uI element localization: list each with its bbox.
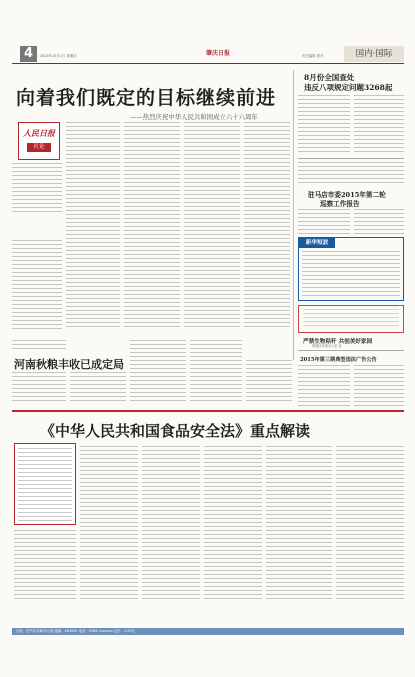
henan-col-f [246, 360, 292, 404]
feature-col-4 [266, 446, 332, 600]
feature-headline: 《中华人民共和国食品安全法》重点解读 [40, 422, 311, 440]
ad-box [298, 305, 404, 333]
feature-col-1 [80, 446, 138, 600]
lead-col-3 [124, 122, 180, 327]
right-rule-2 [298, 350, 404, 351]
lead-col-1b [12, 240, 62, 330]
right-news-3-col-b [354, 209, 404, 234]
date-line: 2015年10月1日 星期四 [40, 54, 77, 58]
lead-subtitle: ——热烈庆祝中华人民共和国成立六十六周年 [130, 113, 258, 121]
notice-headline: 2015年第三期典型违法广告公告 [300, 357, 377, 363]
feature-col-2 [142, 446, 200, 600]
ad-line-1: 严禁生物秸秆 共创美好家园 [303, 339, 373, 345]
lead-title: 向着我们既定的目标继续前进 [16, 87, 277, 109]
right-news-3-col-a [298, 209, 350, 234]
badge-label [27, 143, 51, 152]
right-headline-1b: 违反八项规定问题3268起 [304, 83, 393, 92]
henan-col-b [12, 372, 66, 404]
right-news-2-col [298, 162, 404, 184]
xinhua-logo-bar [299, 238, 335, 248]
footer-bar [12, 628, 404, 635]
lead-col-1 [12, 163, 62, 213]
editor-line: 责任编辑 校对 [302, 54, 324, 58]
badge-label-text: 社论 [33, 144, 45, 150]
henan-col-d [130, 340, 186, 404]
feature-intro-lines [18, 448, 72, 522]
xinhua-lines [302, 251, 400, 299]
right-news-1-col-b [354, 95, 404, 155]
feature-top-rule [12, 410, 404, 412]
ad-lines [303, 309, 399, 329]
header-bar [12, 46, 404, 62]
notice-col-a [298, 365, 350, 407]
henan-col-a [12, 340, 66, 352]
notice-col-b [354, 365, 404, 407]
henan-col-c [70, 372, 126, 404]
henan-col-e [190, 340, 242, 404]
badge-masthead: 人民日报 [23, 128, 55, 138]
lead-divider [293, 70, 294, 360]
section-tab [344, 46, 404, 62]
xinhua-logo: 新华短波 [305, 240, 329, 246]
footer-text: 社址：驻马店市新华大道 邮编：463000 电话：0396-2xxxxxx 定价：1.00元 [16, 629, 135, 633]
feature-col-5 [336, 446, 404, 600]
lead-col-4 [184, 122, 240, 327]
feature-intro-box [14, 443, 76, 525]
lead-col-5 [244, 122, 290, 327]
feature-col-0 [14, 530, 76, 600]
ad-line-2: 邢城区环境办公室 宣 [312, 344, 342, 348]
page-number-box [20, 46, 37, 62]
feature-col-3 [204, 446, 262, 600]
right-headline-2b: 巡察工作报告 [320, 200, 360, 208]
right-news-1-col-a [298, 95, 350, 155]
page-number: 4 [23, 46, 34, 61]
masthead: 肇庆日报 [205, 50, 230, 57]
xinhua-box [298, 237, 404, 301]
right-rule-1 [298, 158, 404, 159]
header-rule [12, 63, 404, 64]
right-headline-1a: 8月份全国查处 [304, 73, 355, 82]
right-headline-2a: 驻马店市委2015年第二轮 [308, 191, 386, 199]
editorial-badge [18, 122, 60, 160]
henan-headline: 河南秋粮丰收已成定局 [14, 358, 124, 371]
lead-col-2 [66, 122, 120, 327]
section-label: 国内·国际 [355, 49, 393, 59]
